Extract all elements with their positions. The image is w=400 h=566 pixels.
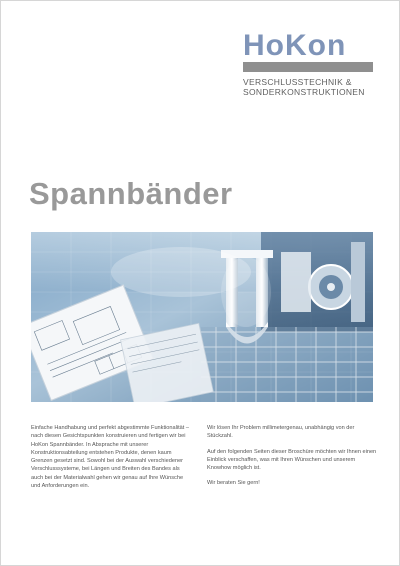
right-paragraph-3: Wir beraten Sie gern! (207, 480, 260, 487)
intro-paragraph: Einfache Handhabung und perfekt abgestimmte Funktionalität – nach diesen Gesichtspunkten konstruieren und fertigen wir bei HoKon Spannbänder. In Absprache mit unserer Konstruktionsabteilung entstehen Produkte, denen kaum Grenzen gesetzt sind. Sowohl bei der Auswahl verschiedener Verschlusssysteme, bei Längen und Breiten des Bandes als auch bei der Materialwahl gehen wir genau auf Ihre Wünsche und Anforderungen ein. (31, 425, 189, 490)
right-paragraph-1: Wir lösen Ihr Problem millimetergenau, unabhängig von der Stückzahl. (207, 425, 355, 440)
logo-subtitle-line2: SONDERKONSTRUKTIONEN (243, 87, 365, 97)
collage-engineering-photo (31, 232, 373, 402)
logo-bar (243, 62, 373, 72)
right-paragraph-2: Auf den folgenden Seiten dieser Broschüre möchten wir Ihnen einen Einblick verschaffen, was mit Ihren Wünschen und unserem Knowhow möglich ist. (207, 448, 377, 472)
body-column-right (207, 424, 377, 495)
page-title: Spannbänder (29, 176, 233, 211)
body-column-left (31, 424, 191, 497)
logo-wordmark: HoKon (243, 29, 347, 62)
logo-subtitle-line1: VERSCHLUSSTECHNIK & (243, 77, 352, 87)
hokon-logo (243, 29, 383, 97)
